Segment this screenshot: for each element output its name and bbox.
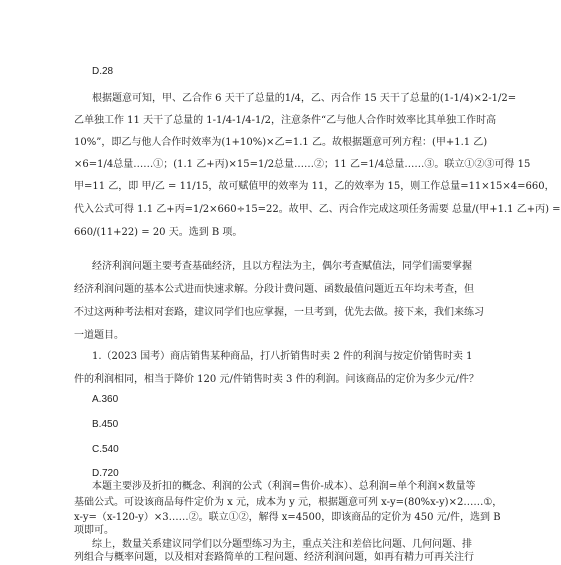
para4-line2: 列组合与概率问题，以及相对套路简单的工程问题、经济利润问题，如再有精力可再关注行	[74, 552, 474, 563]
option-d-previous: D.28	[92, 66, 114, 77]
question-line1: 1.（2023 国考）商店销售某种商品，打八折销售时卖 2 件的利润与按定价销售时卖 1	[92, 351, 473, 362]
para1-line2: 乙单独工作 11 天干了总量的 1-1/4-1/4-1/2，注意条件“乙与他人合作时效率比其单独工作时高	[74, 115, 497, 126]
para3-line4: 项即可。	[74, 525, 114, 536]
option-a: A.360	[92, 394, 119, 405]
para1-line3: 10%”，即乙与他人合作时效率为(1+10%)×乙=1.1 乙。故根据题意可列方程：(甲+1.1 乙)	[74, 137, 488, 148]
option-c: C.540	[92, 444, 119, 455]
question-line2: 件的利润相同，相当于降价 120 元/件销售时卖 3 件的利润。问该商品的定价为多少元/件？	[74, 374, 479, 385]
para3-line3: x-y=（x-120-y）×3……②。联立①②，解得 x=4500，即该商品的定价为 450 元/件，选到 B	[74, 512, 501, 523]
para1-line4: ×6=1/4总量……①；(1.1 乙+丙)×15=1/2总量……②；11 乙=1/4总量……③。联立①②③可得 15	[74, 159, 531, 170]
para4-line1: 综上，数量关系建议同学们以分题型练习为主，重点关注和差倍比问题、几何问题、排	[92, 539, 472, 550]
para1-line6: 代入公式可得 1.1 乙+丙=1/2×660÷15=22。故甲、乙、丙合作完成这项任务需要 总量/(甲+1.1 乙+丙) =	[74, 204, 561, 215]
option-b: B.450	[92, 419, 119, 430]
para3-line1: 本题主要涉及折扣的概念、利润的公式（利润=售价-成本）、总利润=单个利润×数量等	[92, 481, 476, 492]
para3-line2: 基础公式。可设该商品每件定价为 x 元，成本为 y 元，根据题意可列 x-y=(80%x-y)×2……①，	[74, 497, 503, 508]
option-d: D.720	[92, 468, 119, 479]
para2-line1: 经济利润问题主要考查基础经济，且以方程法为主，偶尔考查赋值法，同学们需要掌握	[92, 261, 472, 272]
para2-line2: 经济利润问题的基本公式进而快速求解。分段计费问题、函数最值问题近五年均未考查，但	[74, 284, 474, 295]
para1-line5: 甲=11 乙，即 甲/乙 = 11/15，故可赋值甲的效率为 11，乙的效率为 15，则工作总量=11×15×4=660，	[74, 181, 555, 192]
para1-line7: 660/(11+22) = 20 天。选到 B 项。	[74, 227, 243, 238]
para2-line3: 不过这两种考法相对套路，建议同学们也应掌握，一旦考到，优先去做。接下来，我们来练习	[74, 307, 484, 318]
para1-line1: 根据题意可知，甲、乙合作 6 天干了总量的1/4，乙、丙合作 15 天干了总量的(1-1/4)×2-1/2=	[92, 93, 517, 104]
para2-line4: 一道题目。	[74, 330, 124, 341]
